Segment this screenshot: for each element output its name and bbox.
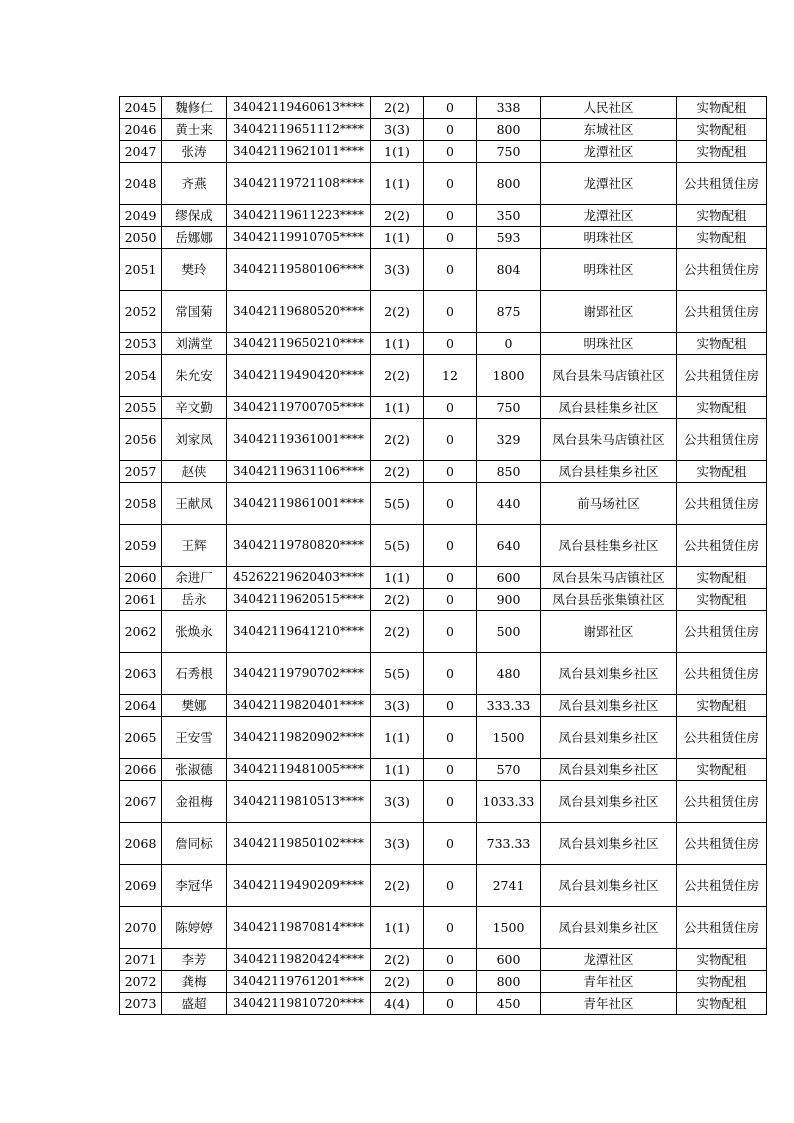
table-row <box>120 119 767 141</box>
name-cell: 樊娜 <box>162 695 227 717</box>
household-size-cell: 3(3) <box>371 695 424 717</box>
community-cell: 凤台县刘集乡社区 <box>541 823 677 865</box>
area-cell: 0 <box>424 611 477 653</box>
id-number-cell: 34042119641210**** <box>227 611 371 653</box>
name-cell: 盛超 <box>162 993 227 1015</box>
community-cell: 凤台县朱马店镇社区 <box>541 355 677 397</box>
amount-cell: 600 <box>477 567 541 589</box>
name-cell: 詹同标 <box>162 823 227 865</box>
row-number-cell: 2057 <box>120 461 162 483</box>
housing-type-cell: 实物配租 <box>677 227 767 249</box>
row-number-cell: 2060 <box>120 567 162 589</box>
household-size-cell: 3(3) <box>371 249 424 291</box>
household-size-cell: 1(1) <box>371 759 424 781</box>
amount-cell: 1800 <box>477 355 541 397</box>
household-size-cell: 5(5) <box>371 483 424 525</box>
table-row <box>120 483 767 525</box>
table-row <box>120 97 767 119</box>
name-cell: 余进厂 <box>162 567 227 589</box>
id-number-cell: 34042119820424**** <box>227 949 371 971</box>
table-body <box>120 97 767 1015</box>
community-cell: 凤台县桂集乡社区 <box>541 397 677 419</box>
table-row <box>120 781 767 823</box>
table-row <box>120 227 767 249</box>
housing-type-cell: 实物配租 <box>677 971 767 993</box>
amount-cell: 350 <box>477 205 541 227</box>
row-number-cell: 2066 <box>120 759 162 781</box>
community-cell: 明珠社区 <box>541 227 677 249</box>
housing-type-cell: 公共租赁住房 <box>677 823 767 865</box>
name-cell: 王辉 <box>162 525 227 567</box>
row-number-cell: 2052 <box>120 291 162 333</box>
name-cell: 刘满堂 <box>162 333 227 355</box>
table-row <box>120 589 767 611</box>
name-cell: 陈婷婷 <box>162 907 227 949</box>
name-cell: 王献凤 <box>162 483 227 525</box>
table-row <box>120 333 767 355</box>
row-number-cell: 2063 <box>120 653 162 695</box>
row-number-cell: 2062 <box>120 611 162 653</box>
amount-cell: 1500 <box>477 907 541 949</box>
community-cell: 凤台县刘集乡社区 <box>541 717 677 759</box>
id-number-cell: 34042119651112**** <box>227 119 371 141</box>
household-size-cell: 1(1) <box>371 227 424 249</box>
amount-cell: 800 <box>477 119 541 141</box>
household-size-cell: 4(4) <box>371 993 424 1015</box>
id-number-cell: 34042119621011**** <box>227 141 371 163</box>
table-row <box>120 419 767 461</box>
community-cell: 凤台县刘集乡社区 <box>541 865 677 907</box>
community-cell: 明珠社区 <box>541 249 677 291</box>
housing-type-cell: 公共租赁住房 <box>677 907 767 949</box>
name-cell: 缪保成 <box>162 205 227 227</box>
amount-cell: 900 <box>477 589 541 611</box>
housing-type-cell: 实物配租 <box>677 333 767 355</box>
id-number-cell: 34042119680520**** <box>227 291 371 333</box>
name-cell: 赵侠 <box>162 461 227 483</box>
table-row <box>120 205 767 227</box>
name-cell: 岳娜娜 <box>162 227 227 249</box>
community-cell: 谢郢社区 <box>541 291 677 333</box>
household-size-cell: 1(1) <box>371 163 424 205</box>
area-cell: 0 <box>424 163 477 205</box>
id-number-cell: 34042119850102**** <box>227 823 371 865</box>
housing-type-cell: 实物配租 <box>677 567 767 589</box>
amount-cell: 480 <box>477 653 541 695</box>
area-cell: 12 <box>424 355 477 397</box>
household-size-cell: 3(3) <box>371 781 424 823</box>
row-number-cell: 2073 <box>120 993 162 1015</box>
id-number-cell: 34042119361001**** <box>227 419 371 461</box>
amount-cell: 800 <box>477 971 541 993</box>
housing-type-cell: 实物配租 <box>677 993 767 1015</box>
amount-cell: 850 <box>477 461 541 483</box>
row-number-cell: 2061 <box>120 589 162 611</box>
housing-type-cell: 公共租赁住房 <box>677 419 767 461</box>
id-number-cell: 34042119490209**** <box>227 865 371 907</box>
household-size-cell: 2(2) <box>371 949 424 971</box>
housing-type-cell: 公共租赁住房 <box>677 717 767 759</box>
housing-type-cell: 公共租赁住房 <box>677 653 767 695</box>
community-cell: 青年社区 <box>541 971 677 993</box>
id-number-cell: 34042119620515**** <box>227 589 371 611</box>
amount-cell: 338 <box>477 97 541 119</box>
area-cell: 0 <box>424 589 477 611</box>
id-number-cell: 34042119650210**** <box>227 333 371 355</box>
name-cell: 石秀根 <box>162 653 227 695</box>
amount-cell: 1033.33 <box>477 781 541 823</box>
community-cell: 前马场社区 <box>541 483 677 525</box>
area-cell: 0 <box>424 119 477 141</box>
name-cell: 张淑德 <box>162 759 227 781</box>
area-cell: 0 <box>424 781 477 823</box>
community-cell: 龙潭社区 <box>541 205 677 227</box>
household-size-cell: 3(3) <box>371 119 424 141</box>
amount-cell: 500 <box>477 611 541 653</box>
amount-cell: 333.33 <box>477 695 541 717</box>
area-cell: 0 <box>424 97 477 119</box>
row-number-cell: 2051 <box>120 249 162 291</box>
community-cell: 龙潭社区 <box>541 949 677 971</box>
area-cell: 0 <box>424 695 477 717</box>
id-number-cell: 45262219620403**** <box>227 567 371 589</box>
table-row <box>120 397 767 419</box>
amount-cell: 600 <box>477 949 541 971</box>
name-cell: 魏修仁 <box>162 97 227 119</box>
area-cell: 0 <box>424 249 477 291</box>
amount-cell: 750 <box>477 141 541 163</box>
id-number-cell: 34042119810720**** <box>227 993 371 1015</box>
name-cell: 李冠华 <box>162 865 227 907</box>
amount-cell: 593 <box>477 227 541 249</box>
id-number-cell: 34042119810513**** <box>227 781 371 823</box>
community-cell: 凤台县桂集乡社区 <box>541 525 677 567</box>
table-row <box>120 461 767 483</box>
id-number-cell: 34042119790702**** <box>227 653 371 695</box>
area-cell: 0 <box>424 567 477 589</box>
area-cell: 0 <box>424 759 477 781</box>
housing-type-cell: 公共租赁住房 <box>677 163 767 205</box>
housing-type-cell: 公共租赁住房 <box>677 291 767 333</box>
community-cell: 凤台县刘集乡社区 <box>541 781 677 823</box>
community-cell: 凤台县朱马店镇社区 <box>541 419 677 461</box>
housing-type-cell: 实物配租 <box>677 695 767 717</box>
household-size-cell: 1(1) <box>371 141 424 163</box>
row-number-cell: 2047 <box>120 141 162 163</box>
area-cell: 0 <box>424 949 477 971</box>
row-number-cell: 2056 <box>120 419 162 461</box>
table-row <box>120 355 767 397</box>
amount-cell: 450 <box>477 993 541 1015</box>
housing-type-cell: 实物配租 <box>677 759 767 781</box>
row-number-cell: 2072 <box>120 971 162 993</box>
row-number-cell: 2046 <box>120 119 162 141</box>
table-row <box>120 163 767 205</box>
household-size-cell: 2(2) <box>371 971 424 993</box>
table-row <box>120 759 767 781</box>
amount-cell: 750 <box>477 397 541 419</box>
row-number-cell: 2053 <box>120 333 162 355</box>
household-size-cell: 5(5) <box>371 525 424 567</box>
community-cell: 凤台县刘集乡社区 <box>541 653 677 695</box>
table-row <box>120 717 767 759</box>
community-cell: 人民社区 <box>541 97 677 119</box>
area-cell: 0 <box>424 419 477 461</box>
table-row <box>120 141 767 163</box>
housing-type-cell: 实物配租 <box>677 949 767 971</box>
id-number-cell: 34042119761201**** <box>227 971 371 993</box>
table-row <box>120 823 767 865</box>
table-row <box>120 611 767 653</box>
household-size-cell: 2(2) <box>371 205 424 227</box>
area-cell: 0 <box>424 653 477 695</box>
id-number-cell: 34042119910705**** <box>227 227 371 249</box>
name-cell: 张焕永 <box>162 611 227 653</box>
id-number-cell: 34042119611223**** <box>227 205 371 227</box>
community-cell: 谢郢社区 <box>541 611 677 653</box>
area-cell: 0 <box>424 525 477 567</box>
id-number-cell: 34042119631106**** <box>227 461 371 483</box>
housing-type-cell: 实物配租 <box>677 397 767 419</box>
table-row <box>120 653 767 695</box>
name-cell: 齐燕 <box>162 163 227 205</box>
amount-cell: 440 <box>477 483 541 525</box>
community-cell: 明珠社区 <box>541 333 677 355</box>
name-cell: 朱允安 <box>162 355 227 397</box>
community-cell: 凤台县刘集乡社区 <box>541 907 677 949</box>
row-number-cell: 2067 <box>120 781 162 823</box>
household-size-cell: 2(2) <box>371 419 424 461</box>
community-cell: 凤台县岳张集镇社区 <box>541 589 677 611</box>
name-cell: 常国菊 <box>162 291 227 333</box>
housing-type-cell: 公共租赁住房 <box>677 865 767 907</box>
area-cell: 0 <box>424 907 477 949</box>
amount-cell: 2741 <box>477 865 541 907</box>
area-cell: 0 <box>424 291 477 333</box>
housing-type-cell: 公共租赁住房 <box>677 249 767 291</box>
name-cell: 樊玲 <box>162 249 227 291</box>
area-cell: 0 <box>424 333 477 355</box>
amount-cell: 800 <box>477 163 541 205</box>
table-row <box>120 249 767 291</box>
community-cell: 凤台县刘集乡社区 <box>541 759 677 781</box>
table-row <box>120 907 767 949</box>
amount-cell: 329 <box>477 419 541 461</box>
amount-cell: 570 <box>477 759 541 781</box>
housing-type-cell: 公共租赁住房 <box>677 781 767 823</box>
row-number-cell: 2050 <box>120 227 162 249</box>
housing-type-cell: 公共租赁住房 <box>677 483 767 525</box>
housing-type-cell: 公共租赁住房 <box>677 355 767 397</box>
area-cell: 0 <box>424 717 477 759</box>
amount-cell: 640 <box>477 525 541 567</box>
community-cell: 龙潭社区 <box>541 141 677 163</box>
table-row <box>120 695 767 717</box>
household-size-cell: 1(1) <box>371 907 424 949</box>
name-cell: 金祖梅 <box>162 781 227 823</box>
table-row <box>120 949 767 971</box>
community-cell: 凤台县桂集乡社区 <box>541 461 677 483</box>
row-number-cell: 2049 <box>120 205 162 227</box>
housing-type-cell: 实物配租 <box>677 589 767 611</box>
community-cell: 东城社区 <box>541 119 677 141</box>
household-size-cell: 2(2) <box>371 589 424 611</box>
id-number-cell: 34042119861001**** <box>227 483 371 525</box>
row-number-cell: 2054 <box>120 355 162 397</box>
name-cell: 王安雪 <box>162 717 227 759</box>
area-cell: 0 <box>424 971 477 993</box>
area-cell: 0 <box>424 141 477 163</box>
amount-cell: 733.33 <box>477 823 541 865</box>
name-cell: 刘家凤 <box>162 419 227 461</box>
id-number-cell: 34042119721108**** <box>227 163 371 205</box>
id-number-cell: 34042119580106**** <box>227 249 371 291</box>
housing-allocation-table <box>119 96 767 1015</box>
household-size-cell: 2(2) <box>371 291 424 333</box>
id-number-cell: 34042119490420**** <box>227 355 371 397</box>
name-cell: 李芳 <box>162 949 227 971</box>
name-cell: 龚梅 <box>162 971 227 993</box>
table-row <box>120 291 767 333</box>
housing-type-cell: 公共租赁住房 <box>677 525 767 567</box>
household-size-cell: 1(1) <box>371 333 424 355</box>
amount-cell: 875 <box>477 291 541 333</box>
household-size-cell: 1(1) <box>371 567 424 589</box>
table-row <box>120 567 767 589</box>
row-number-cell: 2059 <box>120 525 162 567</box>
row-number-cell: 2065 <box>120 717 162 759</box>
row-number-cell: 2058 <box>120 483 162 525</box>
row-number-cell: 2070 <box>120 907 162 949</box>
row-number-cell: 2055 <box>120 397 162 419</box>
area-cell: 0 <box>424 865 477 907</box>
area-cell: 0 <box>424 227 477 249</box>
housing-type-cell: 公共租赁住房 <box>677 611 767 653</box>
row-number-cell: 2068 <box>120 823 162 865</box>
id-number-cell: 34042119820401**** <box>227 695 371 717</box>
housing-type-cell: 实物配租 <box>677 97 767 119</box>
housing-type-cell: 实物配租 <box>677 119 767 141</box>
area-cell: 0 <box>424 205 477 227</box>
area-cell: 0 <box>424 461 477 483</box>
table-row <box>120 971 767 993</box>
table-row <box>120 865 767 907</box>
table-row <box>120 993 767 1015</box>
name-cell: 黄士来 <box>162 119 227 141</box>
row-number-cell: 2048 <box>120 163 162 205</box>
row-number-cell: 2069 <box>120 865 162 907</box>
household-size-cell: 2(2) <box>371 355 424 397</box>
id-number-cell: 34042119481005**** <box>227 759 371 781</box>
community-cell: 青年社区 <box>541 993 677 1015</box>
area-cell: 0 <box>424 993 477 1015</box>
household-size-cell: 2(2) <box>371 611 424 653</box>
household-size-cell: 2(2) <box>371 865 424 907</box>
community-cell: 凤台县刘集乡社区 <box>541 695 677 717</box>
household-size-cell: 5(5) <box>371 653 424 695</box>
household-size-cell: 1(1) <box>371 397 424 419</box>
id-number-cell: 34042119700705**** <box>227 397 371 419</box>
id-number-cell: 34042119820902**** <box>227 717 371 759</box>
row-number-cell: 2071 <box>120 949 162 971</box>
housing-type-cell: 实物配租 <box>677 461 767 483</box>
household-size-cell: 3(3) <box>371 823 424 865</box>
housing-type-cell: 实物配租 <box>677 205 767 227</box>
household-size-cell: 2(2) <box>371 461 424 483</box>
id-number-cell: 34042119460613**** <box>227 97 371 119</box>
household-size-cell: 2(2) <box>371 97 424 119</box>
table-row <box>120 525 767 567</box>
name-cell: 辛文勤 <box>162 397 227 419</box>
community-cell: 凤台县朱马店镇社区 <box>541 567 677 589</box>
id-number-cell: 34042119870814**** <box>227 907 371 949</box>
area-cell: 0 <box>424 397 477 419</box>
community-cell: 龙潭社区 <box>541 163 677 205</box>
row-number-cell: 2064 <box>120 695 162 717</box>
household-size-cell: 1(1) <box>371 717 424 759</box>
name-cell: 张涛 <box>162 141 227 163</box>
row-number-cell: 2045 <box>120 97 162 119</box>
amount-cell: 804 <box>477 249 541 291</box>
area-cell: 0 <box>424 823 477 865</box>
amount-cell: 1500 <box>477 717 541 759</box>
name-cell: 岳永 <box>162 589 227 611</box>
area-cell: 0 <box>424 483 477 525</box>
housing-type-cell: 实物配租 <box>677 141 767 163</box>
amount-cell: 0 <box>477 333 541 355</box>
id-number-cell: 34042119780820**** <box>227 525 371 567</box>
